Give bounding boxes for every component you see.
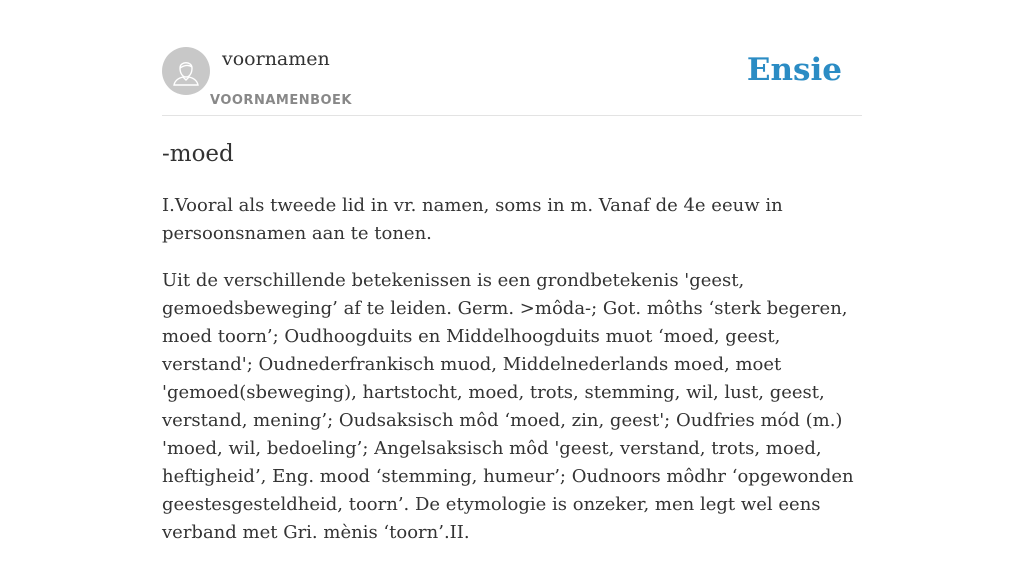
header: [162, 47, 862, 116]
entry-content: [162, 192, 862, 566]
username[interactable]: voornamen: [222, 48, 330, 70]
entry-title: -moed: [162, 141, 234, 167]
subtitle[interactable]: VOORNAMENBOEK: [210, 93, 352, 108]
brand-logo[interactable]: Ensie: [746, 52, 842, 88]
avatar[interactable]: [162, 47, 210, 95]
entry-paragraph: I.Vooral als tweede lid in vr. namen, soms in m. Vanaf de 4e eeuw in persoonsnamen aan te tonen.: [162, 195, 783, 244]
entry-paragraph: Uit de verschillende betekenissen is een grondbetekenis 'geest, gemoedsbeweging’ af te leiden. Germ. >môda-; Got. môths ‘sterk begeren, moed toorn’; Oudhoogduits en Middelhoogduits muot ‘moed, geest, verstand'; Oudnederfrankisch muod, Middelnederlands moed, moet 'gemoed(sbeweging), hartstocht, moed, trots, stemming, wil, lust, geest, verstand, mening’; Oudsaksisch môd ‘moed, zin, geest'; Oudfries mód (m.) 'moed, wil, bedoeling’; Angelsaksisch môd 'geest, verstand, trots, moed, heftigheid’, Eng. mood ‘stemming, humeur’; Oudnoors môdhr ‘opgewonden geestesgesteldheid, toorn’. De etymologie is onzeker, men legt wel eens verband met Gri. mènis ‘toorn’.II.: [162, 270, 854, 543]
user-icon: [162, 47, 210, 95]
